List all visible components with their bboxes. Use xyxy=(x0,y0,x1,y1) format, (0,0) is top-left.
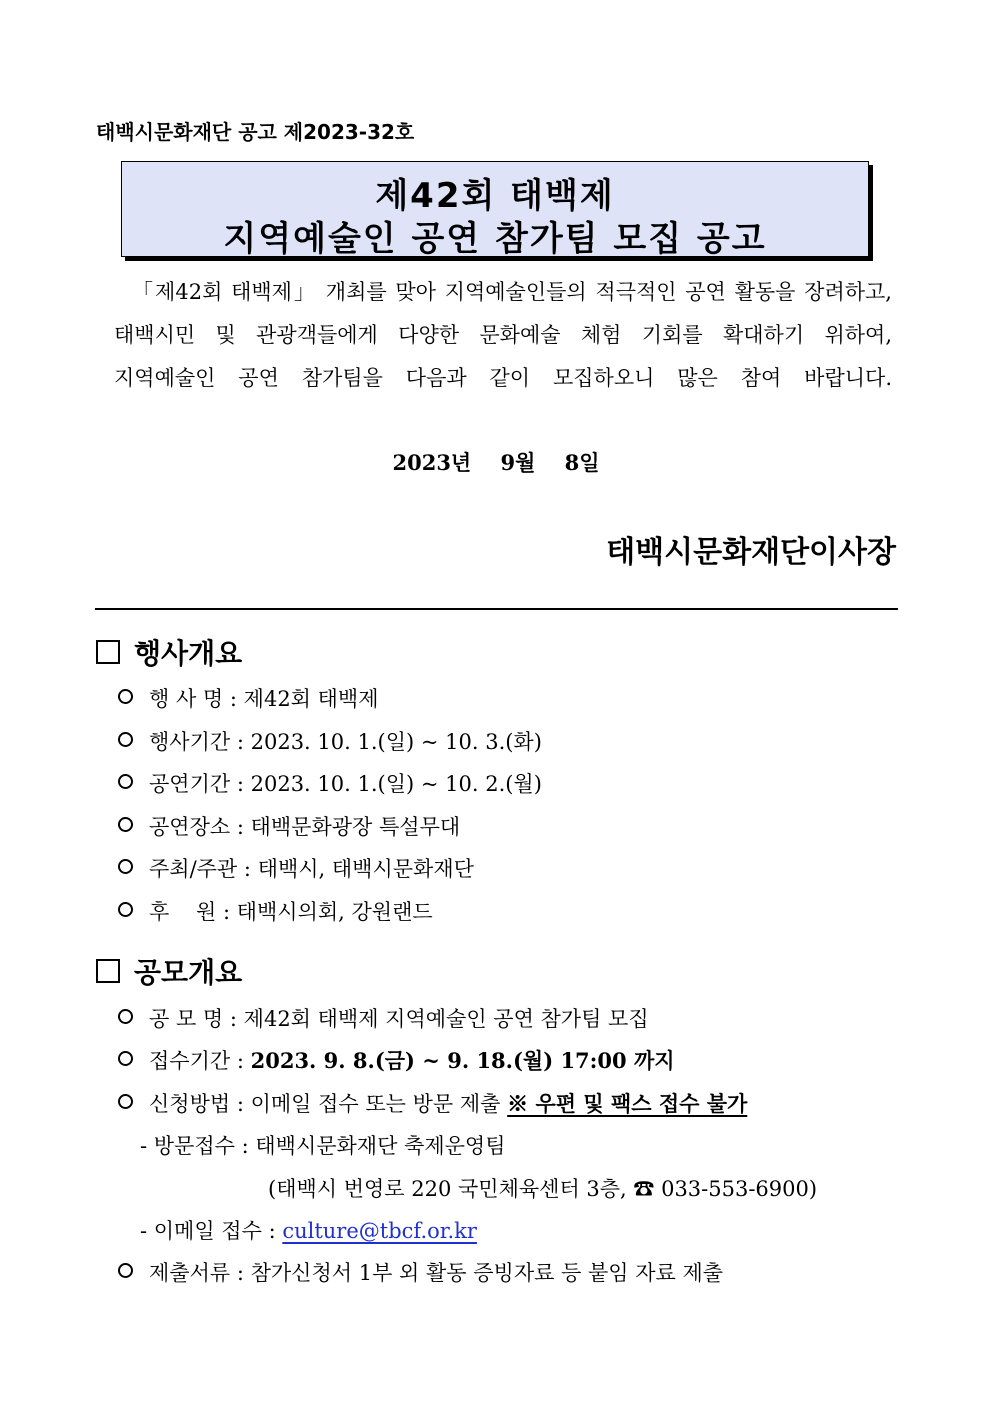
circle-bullet-icon xyxy=(118,859,133,874)
item-value: 참가신청서 1부 외 활동 증빙자료 등 붙임 자료 제출 xyxy=(250,1261,724,1285)
section-title: 공모개요 xyxy=(134,956,243,989)
event-item xyxy=(118,768,542,798)
circle-bullet-icon xyxy=(118,732,133,747)
section-title: 행사개요 xyxy=(134,637,243,670)
recruit-item-name xyxy=(118,1003,649,1033)
method-note: ※ 우편 및 팩스 접수 불가 xyxy=(507,1091,748,1116)
notice-number: 태백시문화재단 공고 제2023-32호 xyxy=(96,120,415,144)
circle-bullet-icon xyxy=(118,1263,133,1278)
separator: : xyxy=(243,857,251,881)
visit-address: (태백시 번영로 220 국민체육센터 3층, ☎ 033-553-6900) xyxy=(268,1177,818,1201)
circle-bullet-icon xyxy=(118,689,133,704)
circle-bullet-icon xyxy=(118,774,133,789)
item-label: 후 원 xyxy=(149,900,217,924)
item-label: - 이메일 접수 xyxy=(140,1219,262,1243)
separator: : xyxy=(236,1092,244,1116)
item-label: 행 사 명 xyxy=(149,687,224,711)
event-item xyxy=(118,811,460,841)
separator: : xyxy=(236,1049,244,1073)
separator: : xyxy=(236,730,244,754)
event-item xyxy=(118,726,542,756)
separator: : xyxy=(236,1261,244,1285)
event-item xyxy=(118,853,474,883)
item-value: 이메일 접수 또는 방문 제출 xyxy=(250,1092,501,1116)
square-bullet-icon xyxy=(96,959,120,983)
visit-submission xyxy=(140,1130,505,1160)
item-value: 제42회 태백제 지역예술인 공연 참가팀 모집 xyxy=(243,1007,649,1031)
item-value: 태백시의회, 강원랜드 xyxy=(236,900,433,924)
item-label: 공연장소 xyxy=(149,815,231,839)
item-value: 2023. 10. 1.(일) ~ 10. 2.(월) xyxy=(250,772,542,796)
announcement-date: 2023년 9월 8일 xyxy=(392,450,600,475)
item-label: 제출서류 xyxy=(149,1261,231,1285)
item-value: 제42회 태백제 xyxy=(243,687,379,711)
separator: : xyxy=(241,1134,249,1158)
event-item xyxy=(118,683,379,713)
separator: : xyxy=(236,815,244,839)
email-submission xyxy=(140,1215,477,1245)
item-value: 태백시, 태백시문화재단 xyxy=(257,857,474,881)
circle-bullet-icon xyxy=(118,1009,133,1024)
issuer: 태백시문화재단이사장 xyxy=(606,535,896,570)
recruit-item-method xyxy=(118,1088,747,1118)
circle-bullet-icon xyxy=(118,1051,133,1066)
intro-line-3: 지역예술인 공연 참가팀을 다음과 같이 모집하오니 많은 참여 바랍니다. xyxy=(114,366,892,390)
recruit-item-period xyxy=(118,1045,675,1075)
item-label: 공연기간 xyxy=(149,772,231,796)
item-label: 행사기간 xyxy=(149,730,231,754)
section-heading-recruit xyxy=(96,951,242,991)
circle-bullet-icon xyxy=(118,902,133,917)
square-bullet-icon xyxy=(96,640,120,664)
item-label: 접수기간 xyxy=(149,1049,231,1073)
intro-line-2: 태백시민 및 관광객들에게 다양한 문화예술 체험 기회를 확대하기 위하여, xyxy=(114,323,892,347)
title-line-1: 제42회 태백제 xyxy=(375,176,615,216)
section-heading-event xyxy=(96,632,242,672)
item-label: 공 모 명 xyxy=(149,1007,224,1031)
event-item xyxy=(118,896,433,926)
item-value: 2023. 10. 1.(일) ~ 10. 3.(화) xyxy=(250,730,542,754)
intro-line-1: 「제42회 태백제」 개최를 맞아 지역예술인들의 적극적인 공연 활동을 장려하고, xyxy=(132,280,892,304)
email-link[interactable]: culture@tbcf.or.kr xyxy=(282,1219,477,1243)
item-label: - 방문접수 xyxy=(140,1134,235,1158)
title-line-2: 지역예술인 공연 참가팀 모집 공고 xyxy=(223,219,767,259)
recruit-item-documents xyxy=(118,1257,723,1287)
item-value: 태백문화광장 특설무대 xyxy=(250,815,461,839)
item-label: 신청방법 xyxy=(149,1092,231,1116)
item-value: 2023. 9. 8.(금) ~ 9. 18.(월) 17:00 까지 xyxy=(250,1048,675,1073)
divider xyxy=(95,608,898,610)
title-box xyxy=(121,161,869,257)
separator: : xyxy=(222,900,231,924)
item-label: 주최/주관 xyxy=(149,857,238,881)
circle-bullet-icon xyxy=(118,817,133,832)
separator: : xyxy=(229,1007,237,1031)
separator: : xyxy=(229,687,237,711)
separator: : xyxy=(268,1219,276,1243)
circle-bullet-icon xyxy=(118,1094,133,1109)
item-value: 태백시문화재단 축제운영팀 xyxy=(255,1134,506,1158)
separator: : xyxy=(236,772,244,796)
